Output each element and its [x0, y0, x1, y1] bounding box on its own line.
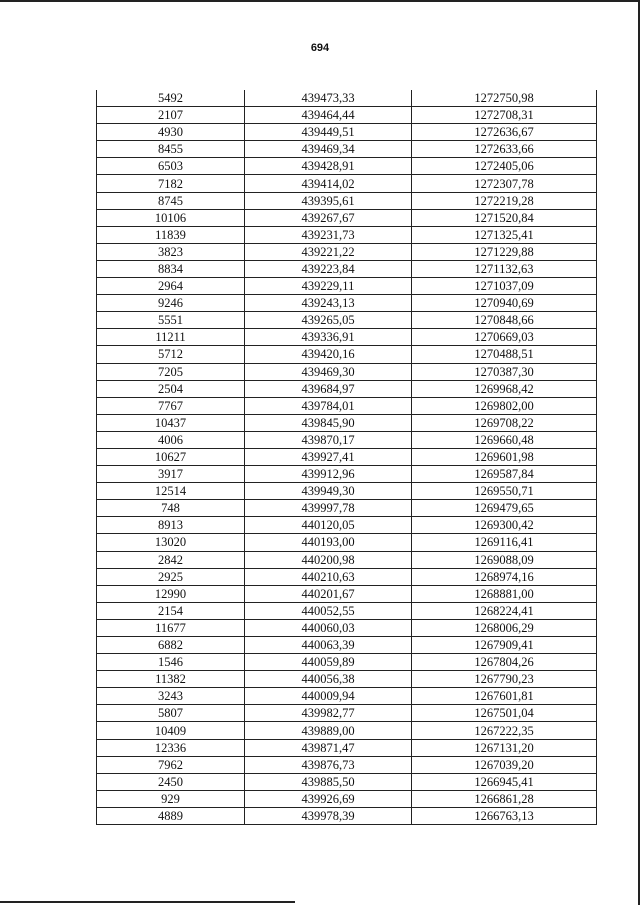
x-coordinate-cell: 439395,61 [245, 192, 412, 209]
point-number-cell: 7205 [97, 363, 245, 380]
x-coordinate-cell: 440009,94 [245, 688, 412, 705]
point-number-cell: 5492 [97, 90, 245, 107]
y-coordinate-cell: 1269116,41 [412, 534, 597, 551]
table-row [97, 209, 597, 226]
x-coordinate-cell: 439912,96 [245, 466, 412, 483]
x-coordinate-cell: 439870,17 [245, 431, 412, 448]
table-row [97, 158, 597, 175]
x-coordinate-cell: 439464,44 [245, 107, 412, 124]
y-coordinate-cell: 1267501,04 [412, 705, 597, 722]
table-row [97, 243, 597, 260]
point-number-cell: 11211 [97, 329, 245, 346]
table-row [97, 141, 597, 158]
table-row [97, 790, 597, 807]
table-row [97, 124, 597, 141]
point-number-cell: 10409 [97, 722, 245, 739]
x-coordinate-cell: 439336,91 [245, 329, 412, 346]
table-row [97, 226, 597, 243]
x-coordinate-cell: 439784,01 [245, 397, 412, 414]
point-number-cell: 2107 [97, 107, 245, 124]
point-number-cell: 7182 [97, 175, 245, 192]
x-coordinate-cell: 439221,22 [245, 243, 412, 260]
y-coordinate-cell: 1267131,20 [412, 739, 597, 756]
point-number-cell: 3243 [97, 688, 245, 705]
table-row [97, 739, 597, 756]
y-coordinate-cell: 1271132,63 [412, 260, 597, 277]
x-coordinate-cell: 439978,39 [245, 807, 412, 824]
point-number-cell: 10627 [97, 448, 245, 465]
table-row [97, 466, 597, 483]
x-coordinate-cell: 439473,33 [245, 90, 412, 107]
x-coordinate-cell: 439684,97 [245, 380, 412, 397]
table-row [97, 654, 597, 671]
y-coordinate-cell: 1269601,98 [412, 448, 597, 465]
point-number-cell: 5712 [97, 346, 245, 363]
point-number-cell: 2450 [97, 773, 245, 790]
y-coordinate-cell: 1268224,41 [412, 602, 597, 619]
point-number-cell: 4930 [97, 124, 245, 141]
y-coordinate-cell: 1266763,13 [412, 807, 597, 824]
point-number-cell: 4006 [97, 431, 245, 448]
y-coordinate-cell: 1270387,30 [412, 363, 597, 380]
y-coordinate-cell: 1269587,84 [412, 466, 597, 483]
y-coordinate-cell: 1272636,67 [412, 124, 597, 141]
point-number-cell: 929 [97, 790, 245, 807]
table-row [97, 500, 597, 517]
y-coordinate-cell: 1271325,41 [412, 226, 597, 243]
table-row [97, 688, 597, 705]
table-row [97, 517, 597, 534]
table-row [97, 107, 597, 124]
x-coordinate-cell: 439428,91 [245, 158, 412, 175]
point-number-cell: 12336 [97, 739, 245, 756]
x-coordinate-cell: 439889,00 [245, 722, 412, 739]
point-number-cell: 2154 [97, 602, 245, 619]
point-number-cell: 8834 [97, 260, 245, 277]
table-row [97, 346, 597, 363]
x-coordinate-cell: 440056,38 [245, 671, 412, 688]
table-row [97, 637, 597, 654]
x-coordinate-cell: 439876,73 [245, 756, 412, 773]
table-row [97, 431, 597, 448]
x-coordinate-cell: 439267,67 [245, 209, 412, 226]
table-row [97, 773, 597, 790]
table-row [97, 414, 597, 431]
y-coordinate-cell: 1272633,66 [412, 141, 597, 158]
y-coordinate-cell: 1266861,28 [412, 790, 597, 807]
x-coordinate-cell: 439997,78 [245, 500, 412, 517]
y-coordinate-cell: 1269802,00 [412, 397, 597, 414]
y-coordinate-cell: 1271037,09 [412, 278, 597, 295]
point-number-cell: 12990 [97, 585, 245, 602]
y-coordinate-cell: 1270940,69 [412, 295, 597, 312]
y-coordinate-cell: 1270669,03 [412, 329, 597, 346]
table-row [97, 363, 597, 380]
x-coordinate-cell: 440120,05 [245, 517, 412, 534]
point-number-cell: 9246 [97, 295, 245, 312]
point-number-cell: 2925 [97, 568, 245, 585]
point-number-cell: 10437 [97, 414, 245, 431]
point-number-cell: 8913 [97, 517, 245, 534]
point-number-cell: 1546 [97, 654, 245, 671]
x-coordinate-cell: 440059,89 [245, 654, 412, 671]
x-coordinate-cell: 440052,55 [245, 602, 412, 619]
table-row [97, 807, 597, 824]
x-coordinate-cell: 439871,47 [245, 739, 412, 756]
table-row [97, 90, 597, 107]
point-number-cell: 748 [97, 500, 245, 517]
y-coordinate-cell: 1271229,88 [412, 243, 597, 260]
y-coordinate-cell: 1267222,35 [412, 722, 597, 739]
table-row [97, 585, 597, 602]
point-number-cell: 8455 [97, 141, 245, 158]
x-coordinate-cell: 440201,67 [245, 585, 412, 602]
y-coordinate-cell: 1269708,22 [412, 414, 597, 431]
y-coordinate-cell: 1271520,84 [412, 209, 597, 226]
y-coordinate-cell: 1272708,31 [412, 107, 597, 124]
point-number-cell: 7962 [97, 756, 245, 773]
point-number-cell: 4889 [97, 807, 245, 824]
table-row [97, 483, 597, 500]
point-number-cell: 12514 [97, 483, 245, 500]
x-coordinate-cell: 439469,34 [245, 141, 412, 158]
point-number-cell: 13020 [97, 534, 245, 551]
y-coordinate-cell: 1266945,41 [412, 773, 597, 790]
y-coordinate-cell: 1267601,81 [412, 688, 597, 705]
point-number-cell: 6882 [97, 637, 245, 654]
y-coordinate-cell: 1269550,71 [412, 483, 597, 500]
x-coordinate-cell: 439449,51 [245, 124, 412, 141]
table-row [97, 534, 597, 551]
x-coordinate-cell: 439231,73 [245, 226, 412, 243]
x-coordinate-cell: 439229,11 [245, 278, 412, 295]
x-coordinate-cell: 440063,39 [245, 637, 412, 654]
point-number-cell: 2842 [97, 551, 245, 568]
table-row [97, 705, 597, 722]
point-number-cell: 8745 [97, 192, 245, 209]
y-coordinate-cell: 1272750,98 [412, 90, 597, 107]
x-coordinate-cell: 439265,05 [245, 312, 412, 329]
point-number-cell: 3823 [97, 243, 245, 260]
point-number-cell: 10106 [97, 209, 245, 226]
x-coordinate-cell: 439926,69 [245, 790, 412, 807]
table-row [97, 312, 597, 329]
table-row [97, 295, 597, 312]
table-row [97, 602, 597, 619]
table-row [97, 551, 597, 568]
y-coordinate-cell: 1267790,23 [412, 671, 597, 688]
x-coordinate-cell: 439927,41 [245, 448, 412, 465]
point-number-cell: 2964 [97, 278, 245, 295]
x-coordinate-cell: 439414,02 [245, 175, 412, 192]
x-coordinate-cell: 440200,98 [245, 551, 412, 568]
point-number-cell: 11839 [97, 226, 245, 243]
y-coordinate-cell: 1269660,48 [412, 431, 597, 448]
x-coordinate-cell: 439949,30 [245, 483, 412, 500]
x-coordinate-cell: 440060,03 [245, 619, 412, 636]
point-number-cell: 7767 [97, 397, 245, 414]
y-coordinate-cell: 1272219,28 [412, 192, 597, 209]
point-number-cell: 11677 [97, 619, 245, 636]
y-coordinate-cell: 1268006,29 [412, 619, 597, 636]
coordinates-table [96, 90, 597, 825]
point-number-cell: 3917 [97, 466, 245, 483]
x-coordinate-cell: 439420,16 [245, 346, 412, 363]
table-row [97, 397, 597, 414]
table-row [97, 448, 597, 465]
coordinates-table-body [97, 90, 597, 825]
table-row [97, 175, 597, 192]
point-number-cell: 2504 [97, 380, 245, 397]
point-number-cell: 5807 [97, 705, 245, 722]
table-row [97, 671, 597, 688]
table-row [97, 619, 597, 636]
table-row [97, 278, 597, 295]
y-coordinate-cell: 1267804,26 [412, 654, 597, 671]
y-coordinate-cell: 1272307,78 [412, 175, 597, 192]
table-row [97, 192, 597, 209]
point-number-cell: 6503 [97, 158, 245, 175]
y-coordinate-cell: 1267039,20 [412, 756, 597, 773]
y-coordinate-cell: 1268881,00 [412, 585, 597, 602]
x-coordinate-cell: 439243,13 [245, 295, 412, 312]
x-coordinate-cell: 439885,50 [245, 773, 412, 790]
page-number: 694 [310, 42, 330, 54]
table-row [97, 260, 597, 277]
y-coordinate-cell: 1269968,42 [412, 380, 597, 397]
point-number-cell: 5551 [97, 312, 245, 329]
y-coordinate-cell: 1272405,06 [412, 158, 597, 175]
table-row [97, 380, 597, 397]
y-coordinate-cell: 1270488,51 [412, 346, 597, 363]
scan-border-top [0, 0, 638, 2]
y-coordinate-cell: 1269088,09 [412, 551, 597, 568]
point-number-cell: 11382 [97, 671, 245, 688]
x-coordinate-cell: 440210,63 [245, 568, 412, 585]
table-row [97, 756, 597, 773]
y-coordinate-cell: 1269479,65 [412, 500, 597, 517]
x-coordinate-cell: 439469,30 [245, 363, 412, 380]
x-coordinate-cell: 440193,00 [245, 534, 412, 551]
table-row [97, 568, 597, 585]
footnote-rule [0, 901, 295, 903]
x-coordinate-cell: 439223,84 [245, 260, 412, 277]
x-coordinate-cell: 439982,77 [245, 705, 412, 722]
y-coordinate-cell: 1268974,16 [412, 568, 597, 585]
table-row [97, 722, 597, 739]
y-coordinate-cell: 1269300,42 [412, 517, 597, 534]
table-row [97, 329, 597, 346]
x-coordinate-cell: 439845,90 [245, 414, 412, 431]
y-coordinate-cell: 1267909,41 [412, 637, 597, 654]
y-coordinate-cell: 1270848,66 [412, 312, 597, 329]
